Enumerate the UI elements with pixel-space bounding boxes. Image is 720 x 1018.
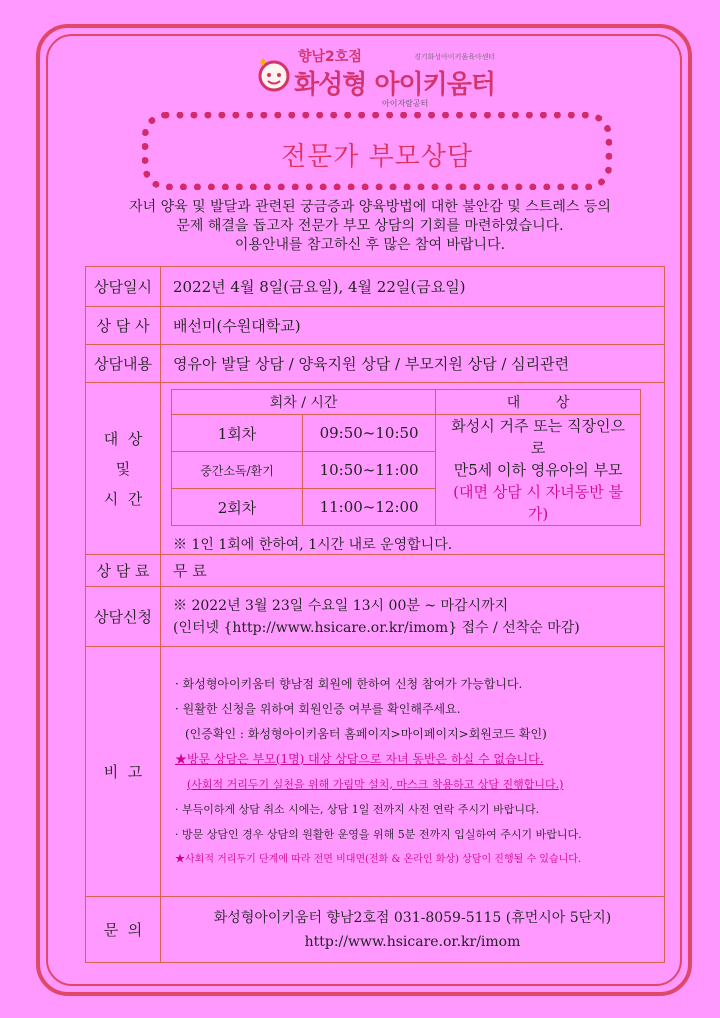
schedule-target-cell [436,415,641,526]
target-label-line: 대 상 [103,429,143,448]
schedule-table [171,389,641,526]
contact-label: 문 의 [86,897,161,963]
session-name: 1회차 [172,415,303,452]
intro-text [80,198,660,255]
target-line-note: (대면 상담 시 자녀동반 불가) [453,483,623,523]
table-row [86,345,665,383]
note-line: · 방문 상담인 경우 상담의 원활한 운영을 위해 5분 전까지 입실하여 주시기 바랍니다. [175,827,582,841]
date-label: 상담일시 [86,267,161,307]
apply-label: 상담신청 [86,587,161,647]
date-value: 2022년 4월 8일(금요일), 4월 22일(금요일) [161,267,665,307]
table-row [86,555,665,587]
contact-value [161,897,665,963]
note-line-highlight: ★사회적 거리두기 단계에 따라 전면 비대면(전화 & 온라인 화상) 상담이 진행될 수 있습니다. [175,853,582,865]
intro-line: 이용안내를 참고하신 후 많은 참여 바랍니다. [234,237,506,253]
intro-line: 자녀 양육 및 발달과 관련된 궁금증과 양육방법에 대한 불안감 및 스트레스 등의 [129,199,611,215]
table-row [86,897,665,963]
note-line: (인증확인 : 화성형아이키움터 홈페이지>마이페이지>회원코드 확인) [185,726,547,741]
schedule-header-row [172,390,641,415]
target-label [86,383,161,555]
target-label-line: 및 [115,459,131,478]
table-row [86,587,665,647]
table-row [86,383,665,555]
notes-cell [161,647,665,897]
session-name: 중간소독/환기 [172,452,303,489]
note-line-highlight: (사회적 거리두기 실천을 위해 가림막 설치, 마스크 착용하고 상담 진행합니다.) [187,777,564,791]
target-label-line: 시 간 [103,489,143,508]
page-title: 전문가 부모상담 [280,142,474,172]
note-line: · 부득이하게 상담 취소 시에는, 상담 1일 전까지 사전 연락 주시기 바랍니다. [175,802,540,816]
fee-label: 상 담 료 [86,555,161,587]
apply-line: (인터넷 {http://www.hsicare.or.kr/imom} 접수 / 선착순 마감) [173,619,580,636]
session-name: 2회차 [172,489,303,526]
schedule-footnote: ※ 1인 1회에 한하여, 1시간 내로 운영합니다. [173,537,453,553]
apply-value [161,587,665,647]
session-time: 11:00~12:00 [303,489,436,526]
logo [252,44,512,114]
child-face-icon [256,56,292,92]
target-line: 만5세 이하 영유아의 부모 [453,461,623,479]
note-line-highlight: ★방문 상담은 부모(1명) 대상 상담으로 자녀 동반은 하실 수 없습니다. [175,751,544,766]
note-line: · 화성형아이키움터 향남점 회원에 한하여 신청 참여가 가능합니다. [175,676,523,691]
info-table [85,266,665,963]
schedule-header-target: 대 상 [436,390,641,415]
logo-sub: 아이자람공터 [382,99,429,108]
contact-line: 화성형아이키움터 향남2호점 031-8059-5115 (휴먼시아 5단지) [213,909,612,926]
intro-line: 문제 해결을 돕고자 전문가 부모 상담의 기회를 마련하였습니다. [176,218,564,234]
content-label: 상담내용 [86,345,161,383]
contact-url[interactable]: http://www.hsicare.or.kr/imom [304,933,521,950]
counselor-value: 배선미(수원대학교) [161,307,665,345]
table-row [86,647,665,897]
session-time: 09:50~10:50 [303,415,436,452]
target-line: 화성시 거주 또는 직장인으로 [451,417,625,457]
logo-org: 경기화성아이키움육아센터 [414,53,496,61]
logo-name: 화성형 아이키움터 [294,70,495,100]
counselor-label: 상 담 사 [86,307,161,345]
table-row [86,307,665,345]
schedule-header-time: 회차 / 시간 [172,390,436,415]
schedule-row [172,415,641,452]
table-row [86,267,665,307]
session-time: 10:50~11:00 [303,452,436,489]
schedule-cell [161,383,665,555]
content-value: 영유아 발달 상담 / 양육지원 상담 / 부모지원 상담 / 심리관련 [161,345,665,383]
note-line: · 원활한 신청을 위하여 회원인증 여부를 확인해주세요. [175,701,461,716]
note-label: 비 고 [86,647,161,897]
apply-line: ※ 2022년 3월 23일 수요일 13시 00분 ~ 마감시까지 [173,597,509,614]
fee-value: 무 료 [161,555,665,587]
logo-branch: 향남2호점 [298,49,362,65]
